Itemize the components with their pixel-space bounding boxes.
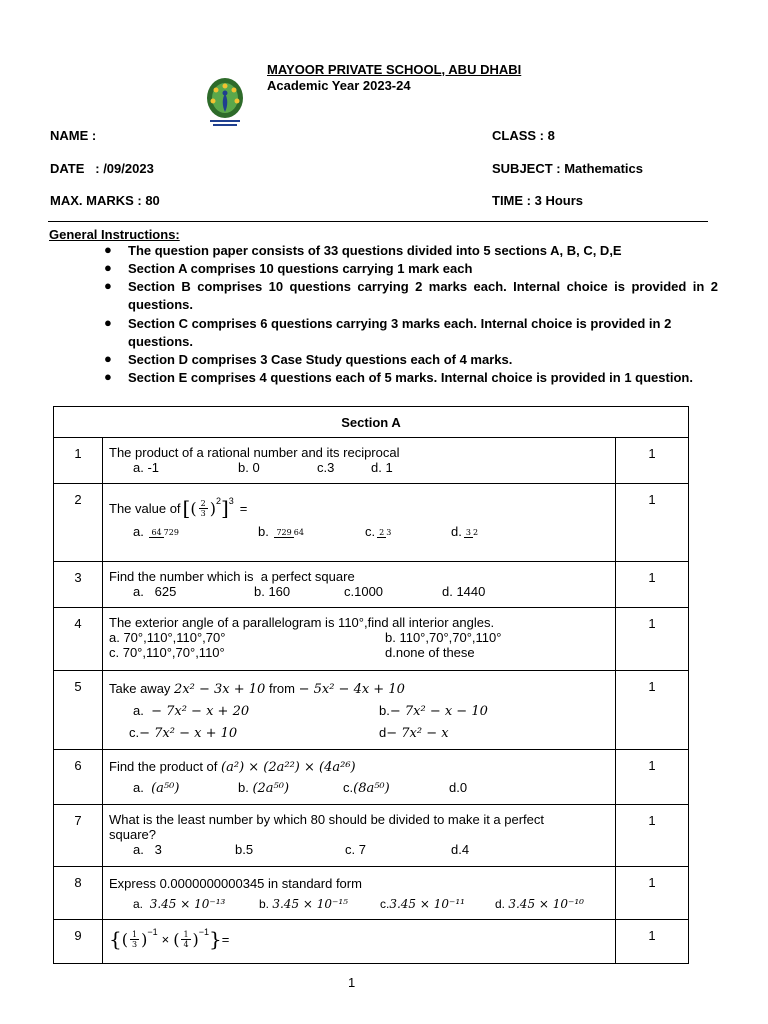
option-a: a. 625 xyxy=(133,584,177,599)
question-mark: 1 xyxy=(616,920,689,964)
section-header: Section A xyxy=(54,407,689,438)
page-number: 1 xyxy=(348,975,356,990)
option-d: d. 3.45 × 10⁻¹⁰ xyxy=(495,897,584,911)
question-number: 3 xyxy=(54,562,103,608)
question-text: The product of a rational number and its reciprocal a. -1 b. 0 c.3 d. 1 xyxy=(103,438,616,484)
question-mark: 1 xyxy=(616,805,689,867)
option-d: d. 1440 xyxy=(442,584,486,599)
option-c: c.1000 xyxy=(344,584,384,599)
question-number: 9 xyxy=(54,920,103,964)
question-text: What is the least number by which 80 should be divided to make it a perfect square? a. 3 b.5 c. 7 d.4 xyxy=(103,805,616,867)
question-text: Express 0.0000000000345 in standard form a. 3.45 × 10⁻¹³ b. 3.45 × 10⁻¹⁵ c.3.45 × 10⁻¹¹ d. 3.45 × 10⁻¹⁰ xyxy=(103,867,616,920)
subject-field: SUBJECT : Mathematics xyxy=(492,161,643,176)
option-a: a. (a⁵⁰) xyxy=(133,780,180,796)
option-d: d.0 xyxy=(449,780,468,795)
option-c: c.(8a⁵⁰) xyxy=(343,780,390,796)
option-c: c. 2 3 xyxy=(365,524,392,539)
instruction-item: The question paper consists of 33 questions divided into 5 sections A, B, C, D,E xyxy=(128,243,622,258)
option-b: b. 3.45 × 10⁻¹⁵ xyxy=(259,897,348,911)
option-b: b. (2a⁵⁰) xyxy=(238,780,290,796)
question-number: 4 xyxy=(54,608,103,671)
question-text: The exterior angle of a parallelogram is 110°,find all interior angles. a. 70°,110°,110°,70° b. 110°,70°,70°,110° c. 70°,110°,70°,110° d.none of these xyxy=(103,608,616,671)
option-c: c.− 7x² − x + 10 xyxy=(129,725,238,741)
option-d: d− 7x² − x xyxy=(379,725,449,741)
instruction-item: Section C comprises 6 questions carrying 3 marks each. Internal choice is provided in 2 questions. xyxy=(128,316,672,349)
option-a: a. 3.45 × 10⁻¹³ xyxy=(133,897,226,911)
name-field: NAME : xyxy=(50,128,97,143)
question-text: Take away 2x² − 3x + 10 from − 5x² − 4x + 10 a. − 7x² − x + 20 b.− 7x² − x − 10 c.− 7x² − x + 10 d− 7x² − x xyxy=(103,671,616,750)
question-mark: 1 xyxy=(616,562,689,608)
academic-year: Academic Year 2023-24 xyxy=(267,78,411,93)
option-b: b.− 7x² − x − 10 xyxy=(379,703,488,719)
school-logo xyxy=(200,74,250,128)
instruction-item: Section A comprises 10 questions carrying 1 mark each xyxy=(128,261,473,276)
option-d: d. 1 xyxy=(371,460,393,475)
table-row xyxy=(54,920,689,964)
option-b: b. 729 64 xyxy=(258,524,304,539)
max-marks-field: MAX. MARKS : 80 xyxy=(50,193,160,208)
question-number: 1 xyxy=(54,438,103,484)
table-row xyxy=(54,562,689,608)
questions-table xyxy=(53,406,689,964)
option-a: a. -1 xyxy=(133,460,160,475)
option-c: c. 70°,110°,70°,110° xyxy=(109,645,225,660)
instructions-title: General Instructions: xyxy=(49,227,180,242)
question-number: 2 xyxy=(54,484,103,562)
instruction-item: Section D comprises 3 Case Study questions each of 4 marks. xyxy=(128,352,513,367)
instruction-item: Section B comprises 10 questions carrying 2 marks each. Internal choice is provided in 2 questions. xyxy=(128,279,718,312)
option-b: b. 160 xyxy=(254,584,291,599)
date-field: DATE : /09/2023 xyxy=(50,161,154,176)
question-text: { ( $\frac{1}{3}$ ) $^{-1}$ × ( $\frac{1}{4}$ ) $^{-1}$ } = xyxy=(103,920,616,964)
option-c: c.3.45 × 10⁻¹¹ xyxy=(380,897,465,911)
question-mark: 1 xyxy=(616,867,689,920)
question-number: 5 xyxy=(54,671,103,750)
option-a: a. 3 xyxy=(133,842,162,857)
time-field: TIME : 3 Hours xyxy=(492,193,584,208)
question-mark: 1 xyxy=(616,608,689,671)
option-c: c.3 xyxy=(317,460,335,475)
question-mark: 1 xyxy=(616,484,689,562)
question-number: 8 xyxy=(54,867,103,920)
question-number: 7 xyxy=(54,805,103,867)
school-name: MAYOOR PRIVATE SCHOOL, ABU DHABI xyxy=(267,62,522,77)
question-mark: 1 xyxy=(616,671,689,750)
option-b: b. 0 xyxy=(238,460,260,475)
option-d: d. 3 2 xyxy=(451,524,479,539)
table-row xyxy=(54,608,689,671)
option-d: d.4 xyxy=(451,842,470,857)
instruction-item: Section E comprises 4 questions each of 5 marks. Internal choice is provided in 1 question. xyxy=(128,370,693,385)
option-a: a. − 7x² − x + 20 xyxy=(133,703,250,719)
class-field: CLASS : 8 xyxy=(492,128,555,143)
option-b: b. 110°,70°,70°,110° xyxy=(385,630,502,645)
question-text: The value of [ ( $\frac{2}{3}$ ) $^2$ ] $^3$ = a. 64 729 b. 729 64 c. 2 3 d. 3 2 xyxy=(103,484,616,562)
table-row xyxy=(54,438,689,484)
table-row xyxy=(54,805,689,867)
table-row xyxy=(54,867,689,920)
option-b: b.5 xyxy=(235,842,254,857)
option-a: a. 64 729 xyxy=(133,524,179,539)
option-a: a. 70°,110°,110°,70° xyxy=(109,630,226,645)
question-text: Find the product of (a²) × (2a²²) × (4a²⁶) a. (a⁵⁰) b. (2a⁵⁰) c.(8a⁵⁰) d.0 xyxy=(103,750,616,805)
option-c: c. 7 xyxy=(345,842,366,857)
option-d: d.none of these xyxy=(385,645,475,660)
table-row xyxy=(54,750,689,805)
question-mark: 1 xyxy=(616,438,689,484)
question-mark: 1 xyxy=(616,750,689,805)
divider xyxy=(48,221,708,222)
question-number: 6 xyxy=(54,750,103,805)
table-row xyxy=(54,484,689,562)
table-row xyxy=(54,671,689,750)
question-text: Find the number which is a perfect square a. 625 b. 160 c.1000 d. 1440 xyxy=(103,562,616,608)
